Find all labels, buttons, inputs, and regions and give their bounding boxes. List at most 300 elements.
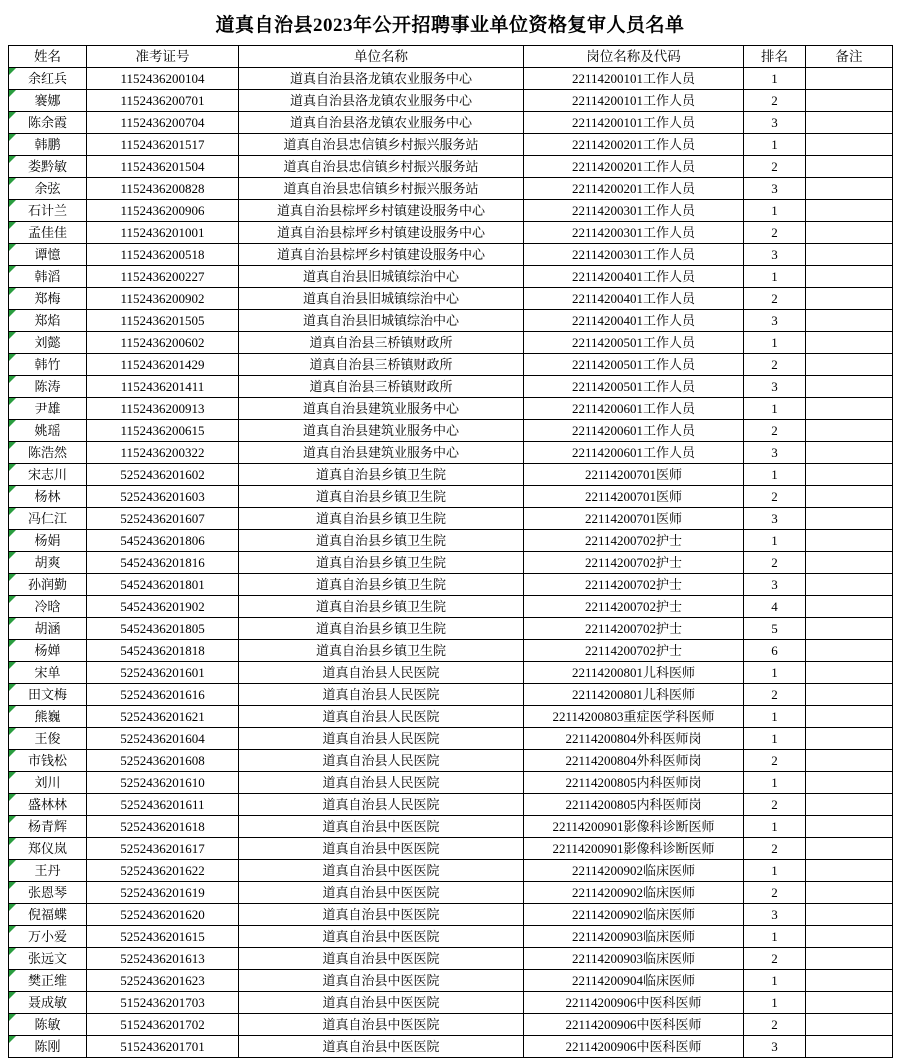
cell-unit-name <box>239 772 524 794</box>
cell-ticket-number <box>87 266 239 288</box>
rank-value: 2 <box>771 225 778 240</box>
cell-rank <box>744 552 806 574</box>
cell-unit-name <box>239 134 524 156</box>
cell-post-name <box>524 332 744 354</box>
applicant-name: 张恩琴 <box>27 885 67 900</box>
cell-unit-name <box>239 618 524 640</box>
cell-rank <box>744 398 806 420</box>
unit-name: 道真自治县乡镇卫生院 <box>315 599 446 614</box>
cell-post-name <box>524 640 744 662</box>
cell-post-name <box>524 662 744 684</box>
unit-name: 道真自治县人民医院 <box>322 753 440 768</box>
cell-unit-name <box>239 486 524 508</box>
cell-ticket-number <box>87 926 239 948</box>
cell-unit-name <box>239 200 524 222</box>
green-triangle-icon <box>9 112 16 119</box>
green-triangle-icon <box>9 398 16 405</box>
table-row <box>9 728 893 750</box>
ticket-number: 5452436201801 <box>120 577 205 592</box>
post-name: 22114200902临床医师 <box>571 885 696 900</box>
cell-unit-name <box>239 156 524 178</box>
post-name: 22114200201工作人员 <box>571 181 696 196</box>
applicant-name: 陈涛 <box>34 379 61 394</box>
cell-rank <box>744 574 806 596</box>
cell-ticket-number <box>87 860 239 882</box>
cell-note <box>806 1014 893 1036</box>
ticket-number: 5252436201604 <box>120 731 205 746</box>
unit-name: 道真自治县中医医院 <box>322 995 440 1010</box>
cell-note <box>806 486 893 508</box>
cell-name <box>9 904 87 926</box>
cell-note <box>806 398 893 420</box>
unit-name: 道真自治县中医医院 <box>322 819 440 834</box>
unit-name: 道真自治县乡镇卫生院 <box>315 467 446 482</box>
cell-ticket-number <box>87 398 239 420</box>
cell-note <box>806 970 893 992</box>
applicant-name: 刘懿 <box>34 335 61 350</box>
cell-name <box>9 178 87 200</box>
cell-ticket-number <box>87 816 239 838</box>
post-name: 22114200702护士 <box>584 555 683 570</box>
post-name: 22114200702护士 <box>584 577 683 592</box>
cell-name <box>9 530 87 552</box>
cell-name <box>9 728 87 750</box>
post-name: 22114200906中医科医师 <box>565 1017 702 1032</box>
cell-rank <box>744 68 806 90</box>
post-name: 22114200702护士 <box>584 621 683 636</box>
rank-value: 3 <box>771 511 778 526</box>
cell-note <box>806 310 893 332</box>
rank-value: 3 <box>771 247 778 262</box>
cell-ticket-number <box>87 706 239 728</box>
cell-unit-name <box>239 838 524 860</box>
ticket-number: 1152436200322 <box>120 445 205 460</box>
unit-name: 道真自治县乡镇卫生院 <box>315 577 446 592</box>
applicant-name: 郑梅 <box>34 291 61 306</box>
ticket-number: 5252436201620 <box>120 907 205 922</box>
ticket-number: 5452436201805 <box>120 621 205 636</box>
table-row <box>9 552 893 574</box>
post-name: 22114200804外科医师岗 <box>565 731 702 746</box>
cell-ticket-number <box>87 244 239 266</box>
rank-value: 1 <box>771 819 778 834</box>
cell-rank <box>744 794 806 816</box>
cell-unit-name <box>239 464 524 486</box>
cell-ticket-number <box>87 508 239 530</box>
cell-post-name <box>524 112 744 134</box>
unit-name: 道真自治县人民医院 <box>322 687 440 702</box>
cell-ticket-number <box>87 178 239 200</box>
applicant-name: 熊巍 <box>34 709 61 724</box>
post-name: 22114200401工作人员 <box>571 313 696 328</box>
applicant-name: 韩鹏 <box>34 137 61 152</box>
green-triangle-icon <box>9 684 16 691</box>
cell-unit-name <box>239 728 524 750</box>
cell-name <box>9 552 87 574</box>
rank-value: 1 <box>771 401 778 416</box>
table-row <box>9 618 893 640</box>
cell-post-name <box>524 816 744 838</box>
cell-unit-name <box>239 354 524 376</box>
cell-unit-name <box>239 596 524 618</box>
cell-unit-name <box>239 684 524 706</box>
cell-rank <box>744 200 806 222</box>
green-triangle-icon <box>9 222 16 229</box>
unit-name: 道真自治县中医医院 <box>322 1017 440 1032</box>
post-name: 22114200803重症医学科医师 <box>552 709 715 724</box>
cell-name <box>9 662 87 684</box>
cell-post-name <box>524 464 744 486</box>
applicant-name: 张远文 <box>27 951 67 966</box>
green-triangle-icon <box>9 310 16 317</box>
applicant-name: 陈浩然 <box>27 445 67 460</box>
table-row <box>9 926 893 948</box>
green-triangle-icon <box>9 552 16 559</box>
green-triangle-icon <box>9 1014 16 1021</box>
post-name: 22114200805内科医师岗 <box>565 775 702 790</box>
cell-ticket-number <box>87 992 239 1014</box>
applicant-name: 陈敏 <box>34 1017 61 1032</box>
table-header <box>9 46 893 68</box>
ticket-number: 5252436201619 <box>120 885 205 900</box>
cell-name <box>9 156 87 178</box>
cell-note <box>806 596 893 618</box>
ticket-number: 1152436200902 <box>120 291 205 306</box>
column-header-rank: 排名 <box>744 46 806 68</box>
ticket-number: 5252436201601 <box>120 665 205 680</box>
table-row <box>9 134 893 156</box>
table-row <box>9 706 893 728</box>
table-row <box>9 794 893 816</box>
applicant-name: 孙润勤 <box>27 577 67 592</box>
cell-rank <box>744 508 806 530</box>
table-row <box>9 684 893 706</box>
rank-value: 5 <box>771 621 778 636</box>
green-triangle-icon <box>9 288 16 295</box>
cell-unit-name <box>239 222 524 244</box>
post-name: 22114200601工作人员 <box>571 401 696 416</box>
ticket-number: 5252436201623 <box>120 973 205 988</box>
cell-ticket-number <box>87 442 239 464</box>
ticket-number: 1152436200701 <box>120 93 205 108</box>
ticket-number: 1152436201001 <box>120 225 205 240</box>
cell-post-name <box>524 684 744 706</box>
table-row <box>9 398 893 420</box>
green-triangle-icon <box>9 618 16 625</box>
post-name: 22114200903临床医师 <box>571 929 696 944</box>
ticket-number: 1152436200104 <box>120 71 205 86</box>
table-row <box>9 68 893 90</box>
table-row <box>9 772 893 794</box>
cell-name <box>9 574 87 596</box>
ticket-number: 1152436200906 <box>120 203 205 218</box>
unit-name: 道真自治县旧城镇综治中心 <box>302 313 459 328</box>
cell-note <box>806 904 893 926</box>
rank-value: 3 <box>771 577 778 592</box>
cell-post-name <box>524 970 744 992</box>
cell-post-name <box>524 794 744 816</box>
unit-name: 道真自治县洛龙镇农业服务中心 <box>289 93 472 108</box>
green-triangle-icon <box>9 420 16 427</box>
cell-ticket-number <box>87 464 239 486</box>
column-header-ticket: 准考证号 <box>87 46 239 68</box>
cell-rank <box>744 948 806 970</box>
ticket-number: 5252436201608 <box>120 753 205 768</box>
cell-post-name <box>524 222 744 244</box>
cell-name <box>9 508 87 530</box>
applicant-name: 盛林林 <box>27 797 67 812</box>
rank-value: 1 <box>771 863 778 878</box>
applicant-name: 韩滔 <box>34 269 61 284</box>
cell-ticket-number <box>87 1014 239 1036</box>
post-name: 22114200801儿科医师 <box>571 665 696 680</box>
green-triangle-icon <box>9 750 16 757</box>
cell-name <box>9 112 87 134</box>
cell-unit-name <box>239 860 524 882</box>
applicant-name: 孟佳佳 <box>27 225 67 240</box>
cell-rank <box>744 266 806 288</box>
green-triangle-icon <box>9 838 16 845</box>
cell-post-name <box>524 552 744 574</box>
table-row <box>9 1014 893 1036</box>
cell-unit-name <box>239 904 524 926</box>
green-triangle-icon <box>9 640 16 647</box>
applicant-name: 姚瑶 <box>34 423 61 438</box>
green-triangle-icon <box>9 464 16 471</box>
applicant-name: 杨婵 <box>34 643 61 658</box>
applicant-name: 胡爽 <box>34 555 61 570</box>
cell-unit-name <box>239 178 524 200</box>
cell-post-name <box>524 200 744 222</box>
cell-rank <box>744 288 806 310</box>
cell-note <box>806 354 893 376</box>
ticket-number: 5152436201702 <box>120 1017 205 1032</box>
cell-name <box>9 1014 87 1036</box>
column-header-note: 备注 <box>806 46 893 68</box>
ticket-number: 1152436200227 <box>120 269 205 284</box>
cell-post-name <box>524 134 744 156</box>
cell-unit-name <box>239 442 524 464</box>
cell-rank <box>744 618 806 640</box>
ticket-number: 5252436201613 <box>120 951 205 966</box>
cell-rank <box>744 178 806 200</box>
cell-name <box>9 134 87 156</box>
unit-name: 道真自治县人民医院 <box>322 709 440 724</box>
table-row <box>9 288 893 310</box>
cell-name <box>9 200 87 222</box>
rank-value: 1 <box>771 665 778 680</box>
cell-ticket-number <box>87 134 239 156</box>
table-row <box>9 882 893 904</box>
cell-post-name <box>524 728 744 750</box>
cell-note <box>806 178 893 200</box>
ticket-number: 5452436201806 <box>120 533 205 548</box>
cell-note <box>806 464 893 486</box>
post-name: 22114200804外科医师岗 <box>565 753 702 768</box>
rank-value: 4 <box>771 599 778 614</box>
cell-name <box>9 860 87 882</box>
cell-name <box>9 420 87 442</box>
cell-rank <box>744 354 806 376</box>
green-triangle-icon <box>9 772 16 779</box>
cell-post-name <box>524 68 744 90</box>
applicant-name: 冷晗 <box>34 599 61 614</box>
applicant-name: 宋志川 <box>27 467 67 482</box>
rank-value: 3 <box>771 115 778 130</box>
post-name: 22114200201工作人员 <box>571 137 696 152</box>
rank-value: 6 <box>771 643 778 658</box>
ticket-number: 1152436201505 <box>120 313 205 328</box>
cell-post-name <box>524 860 744 882</box>
cell-name <box>9 838 87 860</box>
green-triangle-icon <box>9 244 16 251</box>
unit-name: 道真自治县建筑业服务中心 <box>302 445 459 460</box>
cell-post-name <box>524 508 744 530</box>
ticket-number: 1152436201504 <box>120 159 205 174</box>
applicant-name: 聂成敏 <box>27 995 67 1010</box>
cell-rank <box>744 596 806 618</box>
rank-value: 3 <box>771 379 778 394</box>
cell-unit-name <box>239 244 524 266</box>
cell-unit-name <box>239 332 524 354</box>
post-name: 22114200101工作人员 <box>571 71 696 86</box>
cell-rank <box>744 332 806 354</box>
cell-rank <box>744 1014 806 1036</box>
applicant-name: 杨娟 <box>34 533 61 548</box>
cell-unit-name <box>239 376 524 398</box>
rank-value: 3 <box>771 907 778 922</box>
cell-unit-name <box>239 794 524 816</box>
cell-ticket-number <box>87 882 239 904</box>
rank-value: 1 <box>771 137 778 152</box>
cell-name <box>9 992 87 1014</box>
ticket-number: 5252436201617 <box>120 841 205 856</box>
rank-value: 2 <box>771 753 778 768</box>
green-triangle-icon <box>9 90 16 97</box>
cell-unit-name <box>239 662 524 684</box>
ticket-number: 5452436201902 <box>120 599 205 614</box>
ticket-number: 5252436201616 <box>120 687 205 702</box>
cell-rank <box>744 882 806 904</box>
cell-name <box>9 464 87 486</box>
cell-note <box>806 112 893 134</box>
cell-post-name <box>524 288 744 310</box>
rank-value: 1 <box>771 995 778 1010</box>
unit-name: 道真自治县人民医院 <box>322 731 440 746</box>
applicant-name: 尹雄 <box>34 401 61 416</box>
cell-name <box>9 1036 87 1058</box>
green-triangle-icon <box>9 706 16 713</box>
cell-note <box>806 618 893 640</box>
ticket-number: 5252436201621 <box>120 709 205 724</box>
cell-post-name <box>524 992 744 1014</box>
cell-ticket-number <box>87 354 239 376</box>
post-name: 22114200901影像科诊断医师 <box>552 841 715 856</box>
cell-name <box>9 266 87 288</box>
cell-post-name <box>524 948 744 970</box>
cell-rank <box>744 992 806 1014</box>
table-row <box>9 464 893 486</box>
ticket-number: 5452436201816 <box>120 555 205 570</box>
cell-name <box>9 486 87 508</box>
cell-note <box>806 552 893 574</box>
table-row <box>9 112 893 134</box>
column-header-post: 岗位名称及代码 <box>524 46 744 68</box>
cell-name <box>9 354 87 376</box>
cell-ticket-number <box>87 288 239 310</box>
green-triangle-icon <box>9 728 16 735</box>
cell-name <box>9 398 87 420</box>
applicant-name: 刘川 <box>34 775 61 790</box>
applicant-name: 余红兵 <box>27 71 67 86</box>
cell-post-name <box>524 354 744 376</box>
cell-note <box>806 816 893 838</box>
green-triangle-icon <box>9 530 16 537</box>
cell-rank <box>744 530 806 552</box>
green-triangle-icon <box>9 574 16 581</box>
post-name: 22114200701医师 <box>584 467 683 482</box>
post-name: 22114200702护士 <box>584 643 683 658</box>
rank-value: 1 <box>771 929 778 944</box>
cell-note <box>806 222 893 244</box>
rank-value: 2 <box>771 797 778 812</box>
cell-post-name <box>524 926 744 948</box>
ticket-number: 1152436200602 <box>120 335 205 350</box>
cell-rank <box>744 1036 806 1058</box>
cell-post-name <box>524 420 744 442</box>
post-name: 22114200702护士 <box>584 599 683 614</box>
cell-ticket-number <box>87 310 239 332</box>
ticket-number: 1152436200704 <box>120 115 205 130</box>
cell-unit-name <box>239 992 524 1014</box>
cell-rank <box>744 772 806 794</box>
cell-unit-name <box>239 310 524 332</box>
cell-ticket-number <box>87 90 239 112</box>
ticket-number: 1152436200615 <box>120 423 205 438</box>
cell-note <box>806 134 893 156</box>
green-triangle-icon <box>9 68 16 75</box>
green-triangle-icon <box>9 134 16 141</box>
green-triangle-icon <box>9 926 16 933</box>
rank-value: 2 <box>771 159 778 174</box>
cell-post-name <box>524 244 744 266</box>
cell-ticket-number <box>87 530 239 552</box>
rank-value: 1 <box>771 709 778 724</box>
cell-rank <box>744 244 806 266</box>
post-name: 22114200904临床医师 <box>571 973 696 988</box>
cell-rank <box>744 376 806 398</box>
ticket-number: 5252436201618 <box>120 819 205 834</box>
post-name: 22114200903临床医师 <box>571 951 696 966</box>
table-row <box>9 574 893 596</box>
table-row <box>9 640 893 662</box>
post-name: 22114200902临床医师 <box>571 863 696 878</box>
cell-post-name <box>524 596 744 618</box>
cell-unit-name <box>239 398 524 420</box>
cell-ticket-number <box>87 486 239 508</box>
green-triangle-icon <box>9 662 16 669</box>
cell-note <box>806 68 893 90</box>
cell-ticket-number <box>87 112 239 134</box>
ticket-number: 5252436201615 <box>120 929 205 944</box>
applicant-name: 田文梅 <box>27 687 67 702</box>
cell-ticket-number <box>87 156 239 178</box>
cell-note <box>806 882 893 904</box>
cell-ticket-number <box>87 970 239 992</box>
applicant-name: 宋单 <box>34 665 61 680</box>
cell-unit-name <box>239 266 524 288</box>
cell-note <box>806 508 893 530</box>
